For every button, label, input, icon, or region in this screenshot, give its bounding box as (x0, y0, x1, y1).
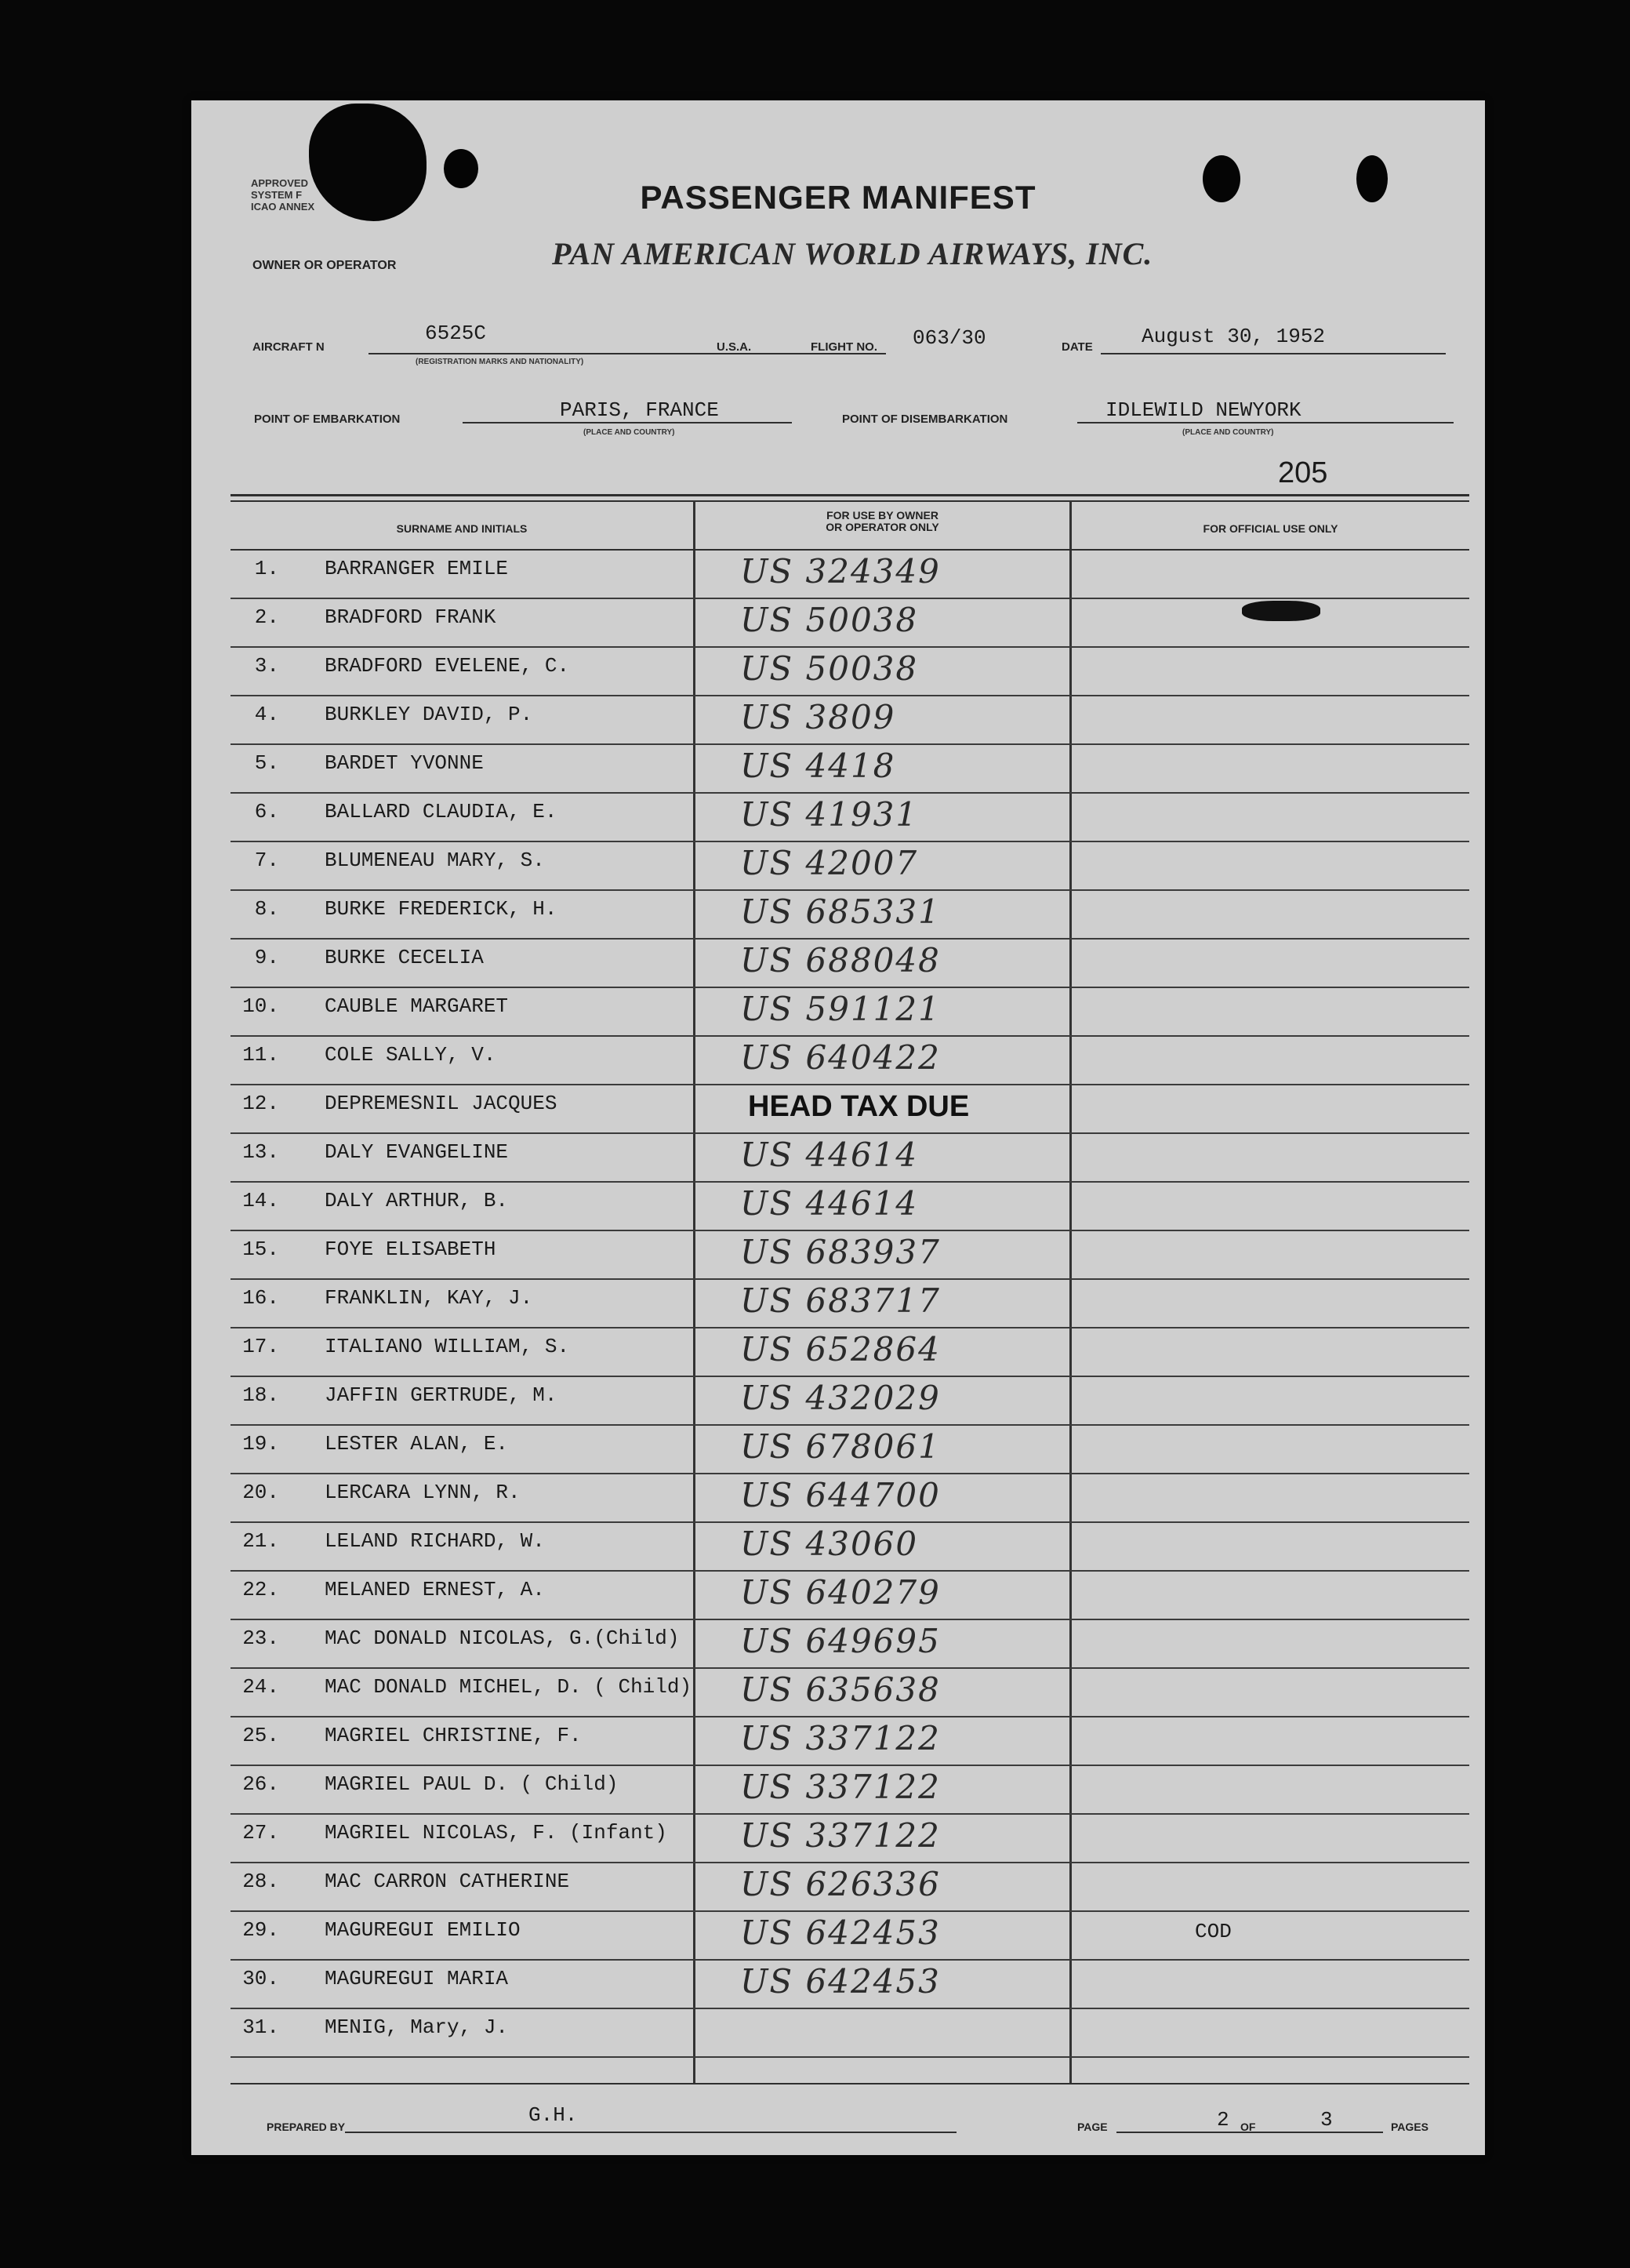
table-row (231, 1183, 1469, 1231)
table-row (231, 1377, 1469, 1426)
row-number: 17. (242, 1335, 279, 1358)
aircraft-value: 6525C (425, 322, 487, 345)
owner-use-value: US 640279 (740, 1573, 941, 1612)
owner-use-value: HEAD TAX DUE (748, 1090, 970, 1123)
owner-use-value: US 591121 (740, 990, 941, 1028)
row-number: 29. (242, 1918, 279, 1942)
disembark-sublabel: (PLACE AND COUNTRY) (1182, 428, 1274, 437)
date-value: August 30, 1952 (1142, 325, 1326, 348)
form-title: PASSENGER MANIFEST (640, 179, 1036, 216)
row-number: 4. (254, 703, 279, 726)
row-number: 14. (242, 1189, 279, 1212)
table-row (231, 599, 1469, 648)
owner-use-value: US 44614 (740, 1184, 919, 1223)
row-number: 8. (254, 897, 279, 921)
row-rule (231, 2056, 1469, 2058)
passenger-name: MENIG, Mary, J. (325, 2015, 509, 2039)
owner-use-value: US 626336 (740, 1865, 941, 1903)
row-number: 19. (242, 1432, 279, 1456)
table-row (231, 1717, 1469, 1766)
owner-use-value: US 4418 (740, 747, 896, 785)
owner-use-value: US 688048 (740, 941, 941, 980)
row-number: 27. (242, 1821, 279, 1845)
owner-use-value: US 41931 (740, 795, 919, 834)
table-row (231, 745, 1469, 794)
owner-use-value: US 649695 (740, 1622, 941, 1660)
embark-sublabel: (PLACE AND COUNTRY) (583, 428, 675, 437)
row-number: 2. (254, 605, 279, 629)
row-number: 10. (242, 994, 279, 1018)
pages-label: PAGES (1391, 2121, 1429, 2133)
page-value: 2 (1217, 2108, 1229, 2132)
passenger-name: LESTER ALAN, E. (325, 1432, 509, 1456)
row-number: 24. (242, 1675, 279, 1699)
passenger-name: BARDET YVONNE (325, 751, 484, 775)
table-top-rule-2 (231, 500, 1469, 502)
passenger-name: MELANED ERNEST, A. (325, 1578, 545, 1601)
prepared-line (345, 2132, 957, 2133)
passenger-name: ITALIANO WILLIAM, S. (325, 1335, 570, 1358)
row-number: 31. (242, 2015, 279, 2039)
table-row (231, 1863, 1469, 1912)
owner-column-header: FOR USE BY OWNER OR OPERATOR ONLY (826, 509, 939, 533)
table-row (231, 1328, 1469, 1377)
owner-use-value: US 50038 (740, 601, 919, 639)
aircraft-label: AIRCRAFT N (252, 340, 325, 354)
passenger-name: CAUBLE MARGARET (325, 994, 509, 1018)
table-row (231, 1815, 1469, 1863)
official-use-value: COD (1195, 1920, 1232, 1943)
owner-use-value: US 324349 (740, 552, 941, 591)
table-row (231, 1766, 1469, 1815)
table-row (231, 1134, 1469, 1183)
table-row (231, 1572, 1469, 1620)
row-number: 6. (254, 800, 279, 823)
table-row (231, 1280, 1469, 1328)
row-number: 23. (242, 1626, 279, 1650)
embark-value: PARIS, FRANCE (560, 398, 719, 422)
table-row (231, 2009, 1469, 2058)
flight-value: 063/30 (913, 326, 986, 350)
table-row (231, 1085, 1469, 1134)
passenger-name: BRADFORD FRANK (325, 605, 496, 629)
row-number: 7. (254, 849, 279, 872)
table-row (231, 1231, 1469, 1280)
owner-use-value: US 685331 (740, 892, 941, 931)
company-name: PAN AMERICAN WORLD AIRWAYS, INC. (552, 236, 1153, 271)
table-row (231, 1474, 1469, 1523)
passenger-name: MAGUREGUI MARIA (325, 1967, 509, 1990)
owner-use-value: US 683717 (740, 1281, 941, 1320)
passenger-name: MAGRIEL CHRISTINE, F. (325, 1724, 582, 1747)
flight-label: FLIGHT NO. (811, 340, 877, 354)
owner-use-value: US 678061 (740, 1427, 941, 1466)
row-number: 18. (242, 1383, 279, 1407)
passenger-name: MAC CARRON CATHERINE (325, 1870, 570, 1893)
official-column-header: FOR OFFICIAL USE ONLY (1203, 522, 1338, 535)
table-row (231, 794, 1469, 842)
passenger-name: FOYE ELISABETH (325, 1238, 496, 1261)
table-bottom-rule (231, 2083, 1469, 2084)
owner-use-value: US 3809 (740, 698, 896, 736)
passenger-name: DALY ARTHUR, B. (325, 1189, 509, 1212)
table-row (231, 940, 1469, 988)
table-row (231, 648, 1469, 696)
row-number: 3. (254, 654, 279, 678)
passenger-name: BALLARD CLAUDIA, E. (325, 800, 557, 823)
row-number: 28. (242, 1870, 279, 1893)
owner-use-value: US 42007 (740, 844, 919, 882)
owner-use-value: US 635638 (740, 1670, 941, 1709)
disembark-label: POINT OF DISEMBARKATION (842, 413, 1008, 426)
passenger-name: DALY EVANGELINE (325, 1140, 509, 1164)
table-row (231, 1523, 1469, 1572)
surname-column-header: SURNAME AND INITIALS (396, 522, 528, 535)
row-number: 9. (254, 946, 279, 969)
passenger-name: MAC DONALD NICOLAS, G.(Child) (325, 1626, 680, 1650)
owner-use-value: US 642453 (740, 1962, 941, 2001)
passenger-name: LELAND RICHARD, W. (325, 1529, 545, 1553)
row-number: 16. (242, 1286, 279, 1310)
table-row (231, 696, 1469, 745)
date-label: DATE (1062, 340, 1093, 354)
table-row (231, 988, 1469, 1037)
row-number: 13. (242, 1140, 279, 1164)
row-number: 30. (242, 1967, 279, 1990)
passenger-name: MAC DONALD MICHEL, D. ( Child) (325, 1675, 692, 1699)
table-row (231, 551, 1469, 599)
row-number: 20. (242, 1481, 279, 1504)
aircraft-line (368, 353, 886, 354)
row-number: 25. (242, 1724, 279, 1747)
row-number: 26. (242, 1772, 279, 1796)
table-row (231, 891, 1469, 940)
passenger-name: LERCARA LYNN, R. (325, 1481, 521, 1504)
manifest-sheet (191, 100, 1485, 2155)
passenger-name: FRANKLIN, KAY, J. (325, 1286, 533, 1310)
table-row (231, 842, 1469, 891)
table-row (231, 1620, 1469, 1669)
passenger-name: COLE SALLY, V. (325, 1043, 496, 1067)
table-row (231, 1961, 1469, 2009)
disembark-line (1077, 422, 1454, 423)
row-number: 22. (242, 1578, 279, 1601)
owner-use-value: US 644700 (740, 1476, 941, 1514)
passenger-name: JAFFIN GERTRUDE, M. (325, 1383, 557, 1407)
owner-use-value: US 337122 (740, 1816, 941, 1855)
owner-use-value: US 337122 (740, 1719, 941, 1757)
owner-use-value: US 642453 (740, 1914, 941, 1952)
owner-use-value: US 432029 (740, 1379, 941, 1417)
owner-use-value: US 44614 (740, 1136, 919, 1174)
usa-label: U.S.A. (717, 340, 752, 354)
owner-use-value: US 337122 (740, 1768, 941, 1806)
prepared-label: PREPARED BY (267, 2121, 346, 2133)
table-row (231, 1669, 1469, 1717)
passenger-name: BRADFORD EVELENE, C. (325, 654, 570, 678)
row-number: 11. (242, 1043, 279, 1067)
owner-use-value: US 50038 (740, 649, 919, 688)
owner-use-value: US 640422 (740, 1038, 941, 1077)
owner-use-value: US 683937 (740, 1233, 941, 1271)
row-number: 12. (242, 1092, 279, 1115)
passenger-name: MAGRIEL NICOLAS, F. (Infant) (325, 1821, 667, 1845)
row-number: 15. (242, 1238, 279, 1261)
passenger-name: BARRANGER EMILE (325, 557, 509, 580)
total-pages-value: 3 (1320, 2108, 1333, 2132)
embark-line (463, 422, 792, 423)
disembark-value: IDLEWILD NEWYORK (1105, 398, 1301, 422)
owner-use-value: US 43060 (740, 1525, 919, 1563)
passenger-name: MAGRIEL PAUL D. ( Child) (325, 1772, 619, 1796)
passenger-name: BURKE FREDERICK, H. (325, 897, 557, 921)
prepared-value: G.H. (528, 2103, 578, 2127)
table-row (231, 1037, 1469, 1085)
passenger-name: BURKLEY DAVID, P. (325, 703, 533, 726)
passenger-name: MAGUREGUI EMILIO (325, 1918, 521, 1942)
manifest-number: 205 (1278, 456, 1328, 489)
page-label: PAGE (1077, 2121, 1108, 2133)
of-label: OF (1240, 2121, 1256, 2133)
row-number: 5. (254, 751, 279, 775)
row-number: 21. (242, 1529, 279, 1553)
aircraft-sublabel: (REGISTRATION MARKS AND NATIONALITY) (416, 358, 584, 366)
row-number: 1. (254, 557, 279, 580)
table-top-rule (231, 494, 1469, 496)
embark-label: POINT OF EMBARKATION (254, 413, 401, 426)
owner-use-value: US 652864 (740, 1330, 941, 1368)
owner-label: OWNER OR OPERATOR (252, 259, 397, 272)
table-row (231, 1426, 1469, 1474)
date-line (1101, 353, 1446, 354)
passenger-name: BLUMENEAU MARY, S. (325, 849, 545, 872)
approval-note: APPROVED SYSTEM F ICAO ANNEX (251, 177, 315, 213)
passenger-name: BURKE CECELIA (325, 946, 484, 969)
passenger-name: DEPREMESNIL JACQUES (325, 1092, 557, 1115)
table-row (231, 1912, 1469, 1961)
